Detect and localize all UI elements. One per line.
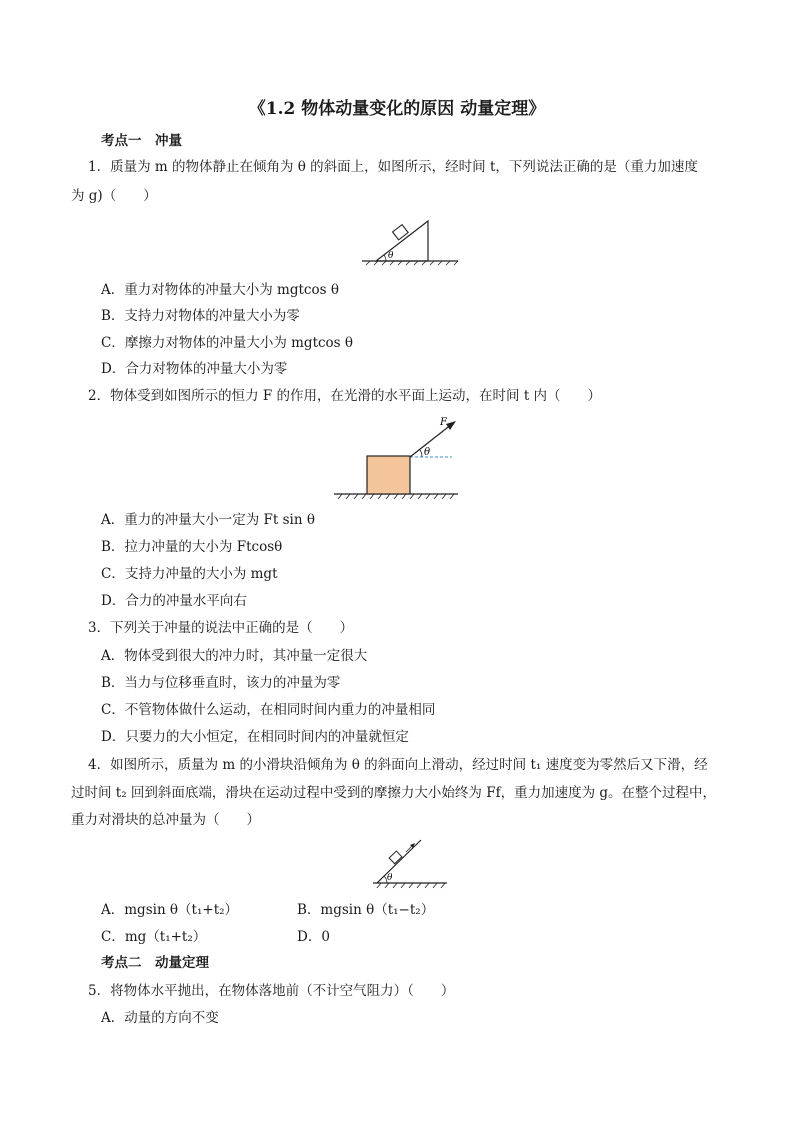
incline-figure-1	[362, 219, 460, 267]
section-heading-1: 考点一 冲量	[101, 133, 182, 149]
ground-hatching	[366, 261, 458, 265]
angle-arc	[384, 255, 386, 261]
page-title: 《1.2 物体动量变化的原因 动量定理》	[248, 99, 546, 119]
q4-option-c: C．mg（t₁+t₂）	[101, 929, 207, 945]
angle-label: θ	[424, 447, 431, 458]
ground-hatching	[377, 883, 445, 888]
q2-option-c: C．支持力冲量的大小为 mgt	[101, 566, 278, 582]
ground-hatching	[338, 494, 454, 499]
block	[367, 456, 410, 494]
q3-option-a: A．物体受到很大的冲力时，其冲量一定很大	[101, 648, 368, 664]
incline-line	[377, 840, 421, 883]
q1-option-c: C．摩擦力对物体的冲量大小为 mgtcos θ	[101, 335, 354, 351]
q1-option-a: A．重力对物体的冲量大小为 mgtcos θ	[101, 282, 339, 298]
q4-option-a: A．mgsin θ（t₁+t₂）	[101, 902, 239, 918]
question-3-stem: 3．下列关于冲量的说法中正确的是（ ）	[88, 620, 354, 636]
angle-arc	[420, 450, 422, 457]
question-4-stem-cont-2: 重力对滑块的总冲量为（ ）	[71, 812, 260, 828]
force-figure-2	[334, 414, 460, 504]
q3-option-d: D．只要力的大小恒定，在相同时间内的冲量就恒定	[101, 729, 409, 745]
force-arrowhead	[446, 421, 456, 430]
angle-label: θ	[388, 251, 394, 261]
q3-option-c: C．不管物体做什么运动，在相同时间内重力的冲量相同	[101, 702, 436, 718]
q5-option-a: A．动量的方向不变	[101, 1010, 219, 1026]
question-1-stem-cont: 为 g)（ ）	[71, 188, 157, 204]
q4-option-b: B．mgsin θ（t₁−t₂）	[297, 902, 435, 918]
q4-option-d: D．0	[297, 929, 330, 945]
q1-option-b: B．支持力对物体的冲量大小为零	[101, 308, 300, 324]
question-4-stem: 4．如图所示，质量为 m 的小滑块沿倾角为 θ 的斜面向上滑动，经过时间 t₁ 速度变为零然后又下滑，经	[88, 757, 708, 773]
q1-option-d: D．合力对物体的冲量大小为零	[101, 361, 288, 377]
force-arrow-line	[410, 424, 452, 457]
q2-option-b: B．拉力冲量的大小为 Ftcosθ	[101, 539, 283, 555]
q3-option-b: B．当力与位移垂直时，该力的冲量为零	[101, 675, 341, 691]
incline-figure-4	[373, 838, 449, 890]
q2-option-d: D．合力的冲量水平向右	[101, 593, 247, 609]
question-5-stem: 5．将物体水平抛出，在物体落地前（不计空气阻力）（ ）	[88, 983, 455, 999]
q2-option-a: A．重力的冲量大小一定为 Ft sin θ	[101, 512, 315, 528]
question-1-stem: 1．质量为 m 的物体静止在倾角为 θ 的斜面上，如图所示，经时间 t，下列说法正确的是（重力加速度	[88, 159, 698, 175]
angle-label: θ	[387, 873, 393, 883]
question-2-stem: 2．物体受到如图所示的恒力 F 的作用，在光滑的水平面上运动，在时间 t 内（ ）	[88, 388, 602, 404]
section-heading-2: 考点二 动量定理	[101, 955, 209, 971]
force-label: F	[440, 417, 447, 428]
block	[389, 851, 402, 864]
question-4-stem-cont: 过时间 t₂ 回到斜面底端，滑块在运动过程中受到的摩擦力大小始终为 Ff，重力加速度为 g。在整个过程中，	[71, 785, 717, 801]
